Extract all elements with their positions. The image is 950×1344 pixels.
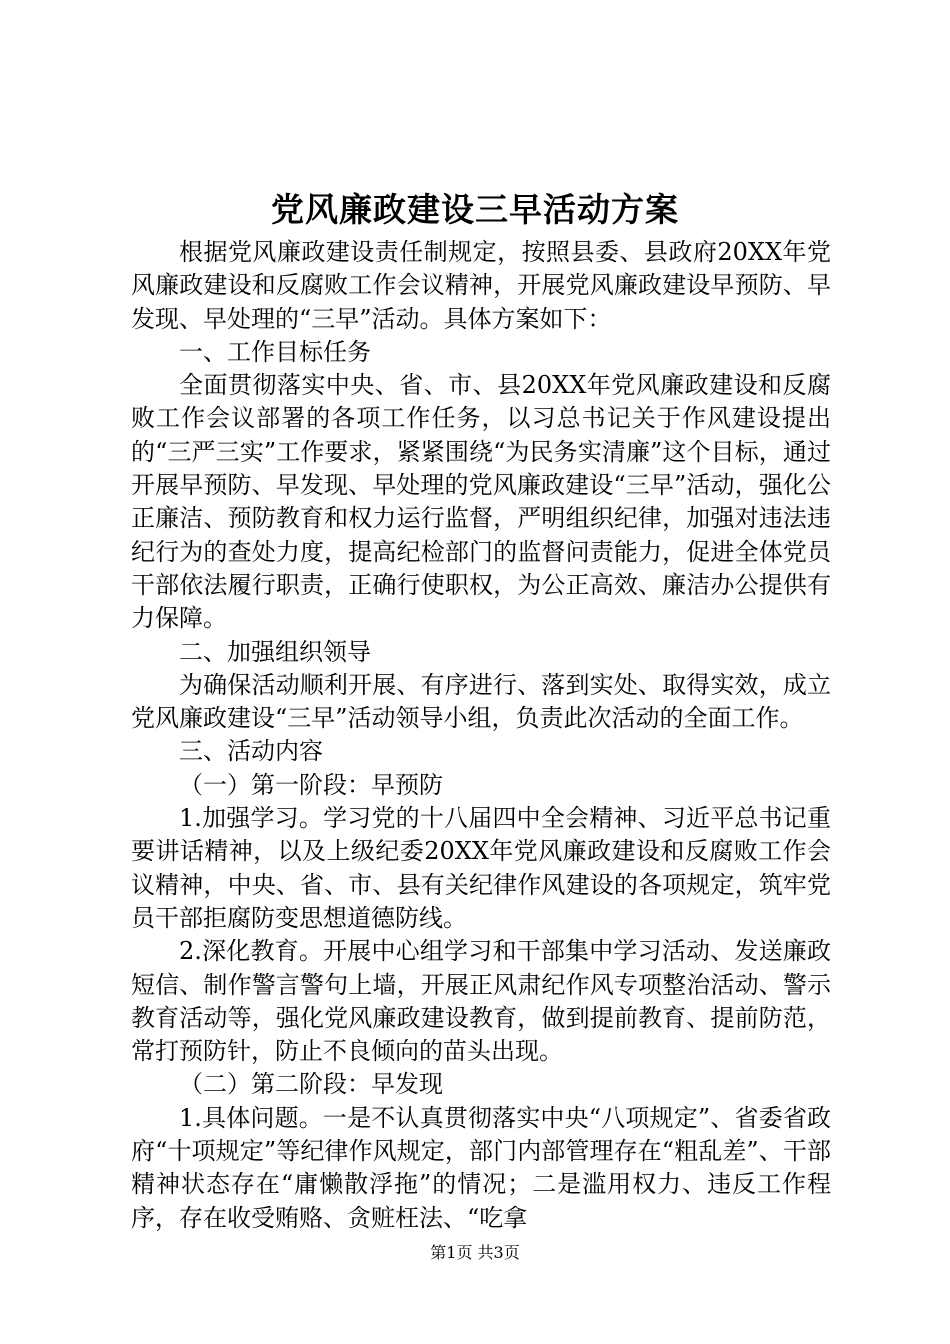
leadership-paragraph: 为确保活动顺利开展、有序进行、落到实处、取得实效，成立党风廉政建设“三早”活动领导小组，负责此次活动的全面工作。 bbox=[131, 670, 831, 733]
goals-paragraph: 全面贯彻落实中央、省、市、县20XX年党风廉政建设和反腐败工作会议部署的各项工作任务，以习总书记关于作风建设提出的“三严三实”工作要求，紧紧围绕“为民务实清廉”这个目标，通过开展早预防、早发现、早处理的党风廉政建设“三早”活动，强化公正廉洁、预防教育和权力运行监督，严明组织纪律，加强对违法违纪行为的查处力度，提高纪检部门的监督问责能力，促进全体党员干部依法履行职责，正确行使职权，为公正高效、廉洁办公提供有力保障。 bbox=[131, 371, 831, 633]
section-heading-leadership: 二、加强组织领导 bbox=[179, 637, 371, 666]
stage-one-item-1: 1.加强学习。学习党的十八届四中全会精神、习近平总书记重要讲话精神，以及上级纪委20XX年党风廉政建设和反腐败工作会议精神，中央、省、市、县有关纪律作风建设的各项规定，筑牢党员干部拒腐防变思想道德防线。 bbox=[131, 804, 831, 932]
subsection-heading-stage-one: （一）第一阶段：早预防 bbox=[179, 770, 443, 799]
page-footer: 第1页 共3页 bbox=[430, 1243, 520, 1262]
section-heading-goals: 一、工作目标任务 bbox=[179, 337, 371, 366]
subsection-heading-stage-two: （二）第二阶段：早发现 bbox=[179, 1070, 443, 1099]
document-title: 党风廉政建设三早活动方案 bbox=[271, 190, 679, 229]
stage-two-item-1: 1.具体问题。一是不认真贯彻落实中央“八项规定”、省委省政府“十项规定”等纪律作风规定，部门内部管理存在“粗乱差”、干部精神状态存在“庸懒散浮拖”的情况；二是滥用权力、违反工作程序，存在收受贿赂、贪赃枉法、“吃拿 bbox=[131, 1103, 831, 1232]
document-body bbox=[131, 236, 831, 1235]
stage-one-item-2: 2.深化教育。开展中心组学习和干部集中学习活动、发送廉政短信、制作警言警句上墙，开展正风肃纪作风专项整治活动、警示教育活动等，强化党风廉政建设教育，做到提前教育、提前防范，常打预防针，防止不良倾向的苗头出现。 bbox=[131, 937, 831, 1066]
intro-paragraph: 根据党风廉政建设责任制规定，按照县委、县政府20XX年党风廉政建设和反腐败工作会议精神，开展党风廉政建设早预防、早发现、早处理的“三早”活动。具体方案如下： bbox=[131, 238, 831, 333]
section-heading-content: 三、活动内容 bbox=[179, 737, 323, 766]
